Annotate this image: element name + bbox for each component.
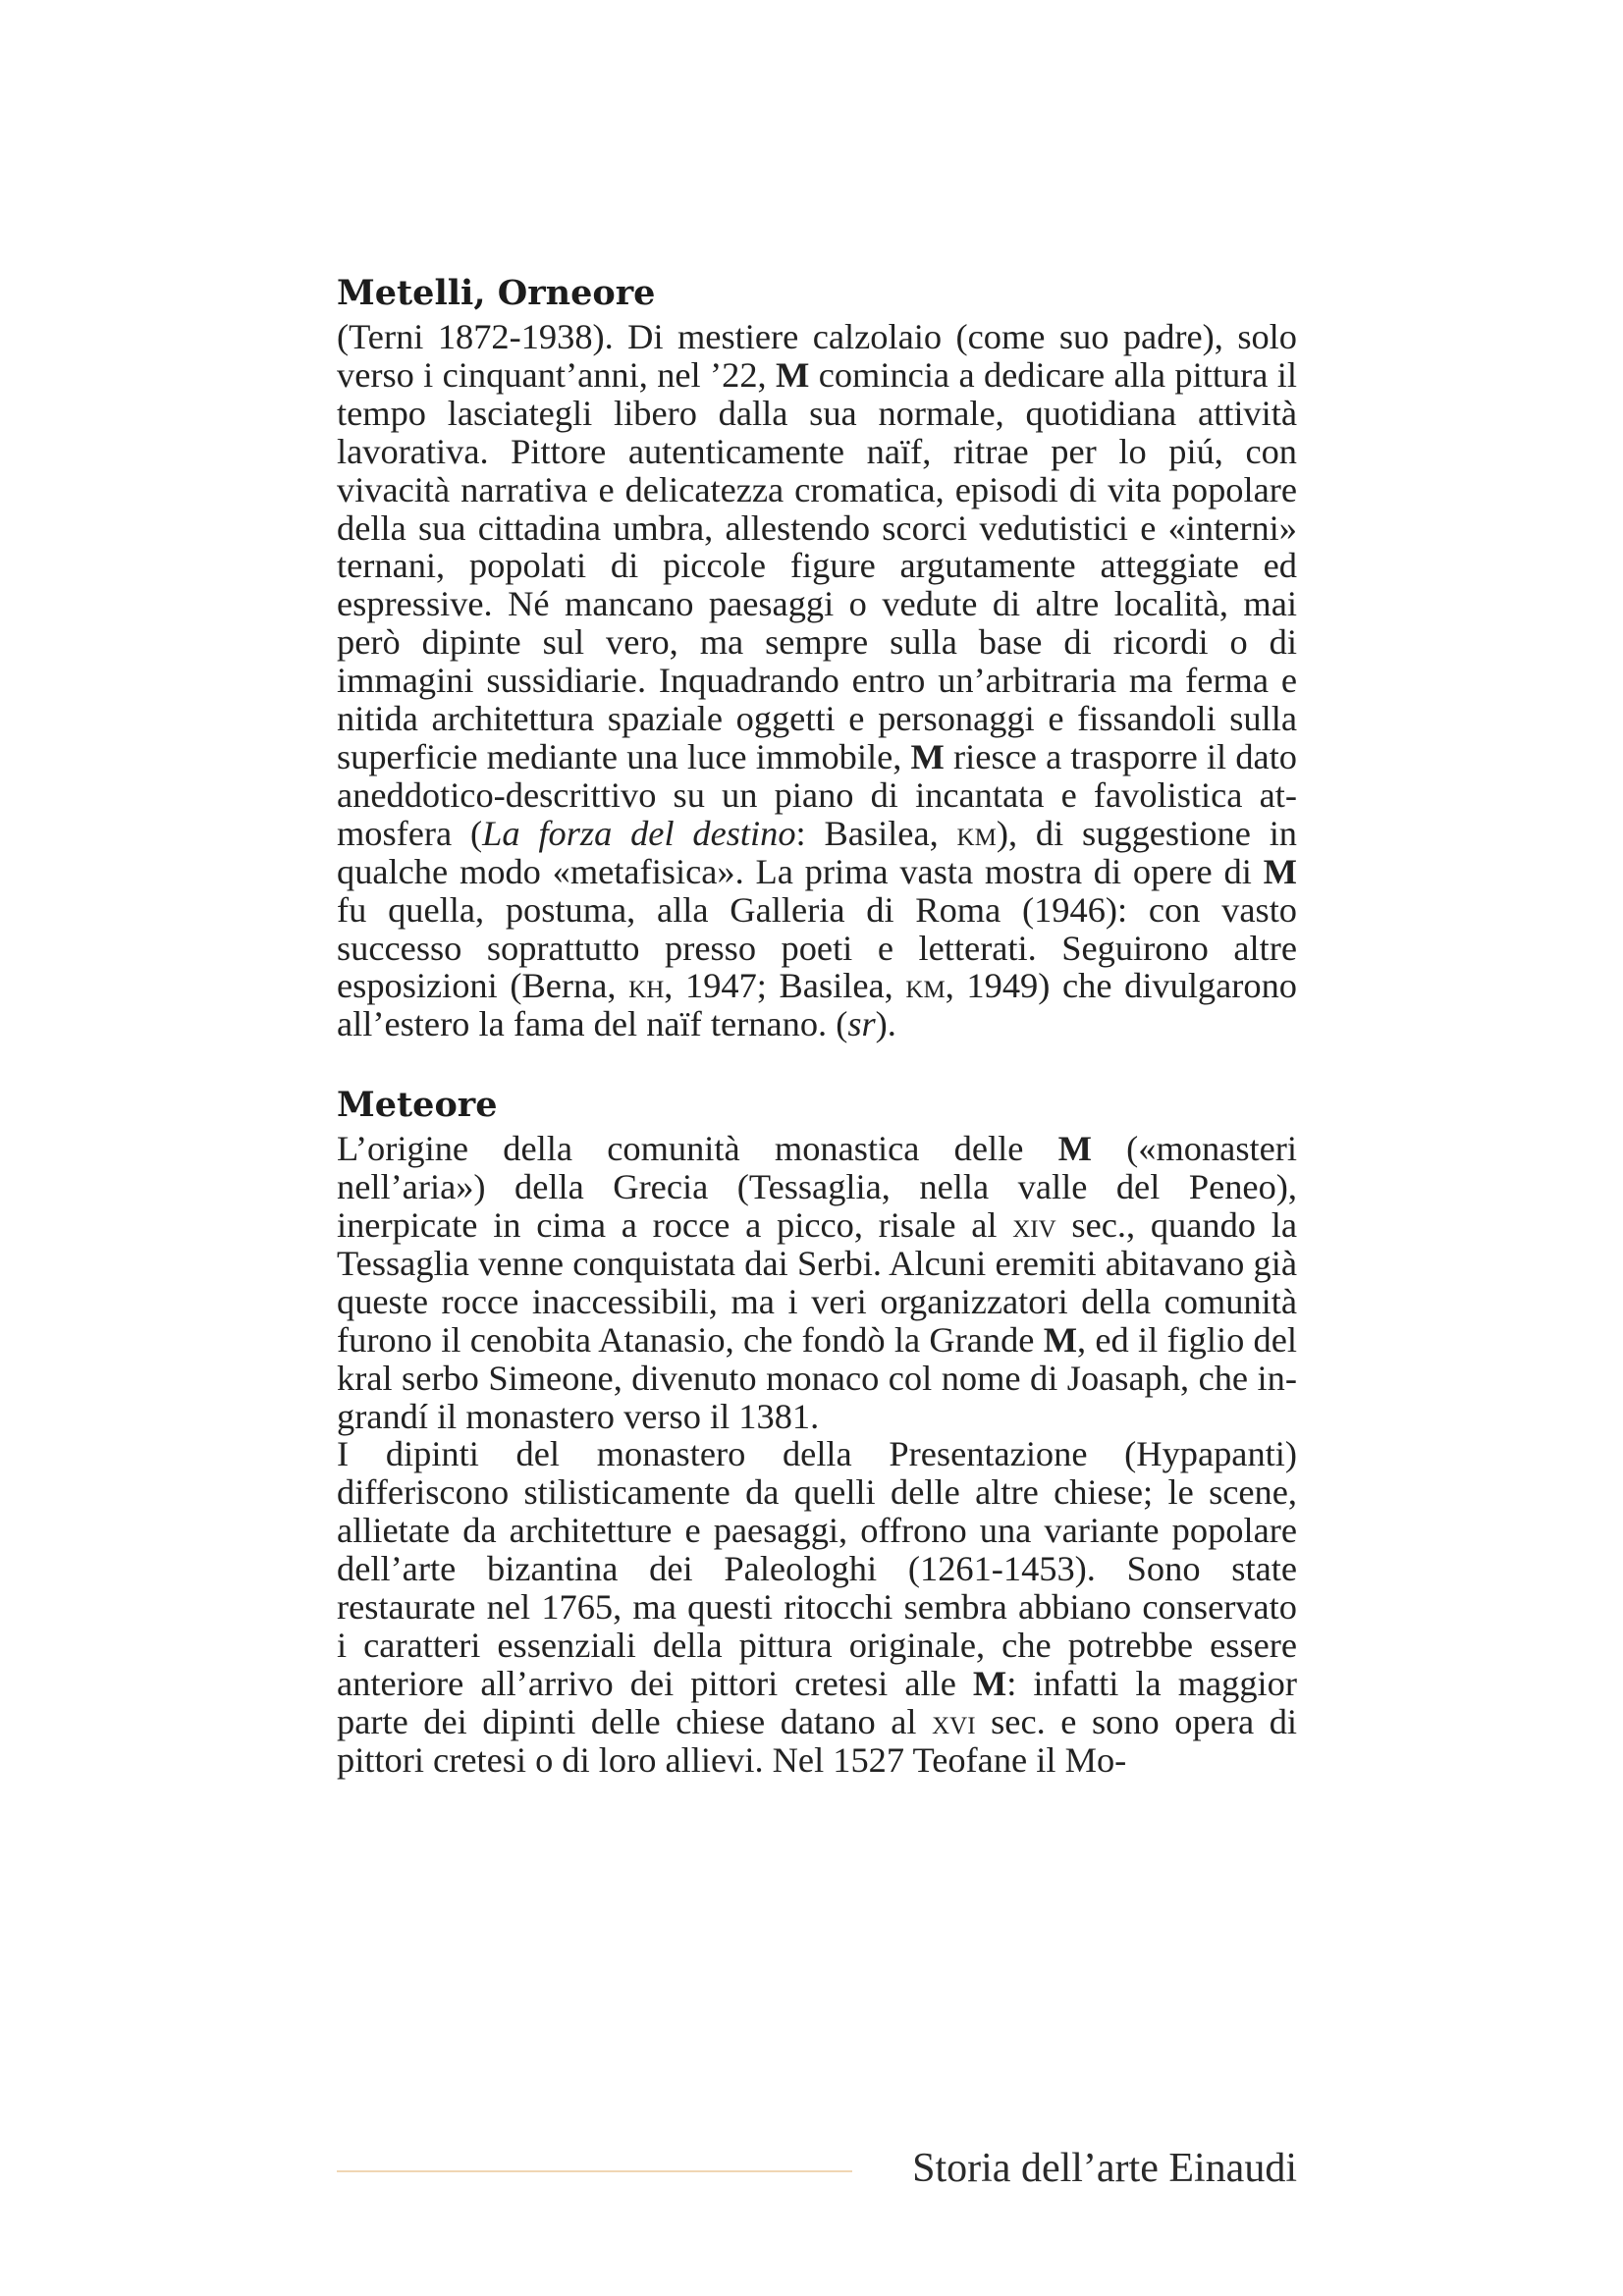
bold-abbrev: M: [1043, 1319, 1078, 1360]
entry-paragraph: I dipinti del monastero della Presentazione (Hypapanti) differiscono stilisticamente da quelli delle altre chiese; le scene, allietate da architetture e paesaggi, offrono una variante popolare dell’arte bizantina dei Paleologhi (1261-1453). Sono state restaurate nel 1765, ma questi ritocchi sembra abbiano conservato i caratteri essenziali della pittura originale, che potrebbe essere anteriore all’arrivo dei pittori cretesi alle M: infatti la maggior parte dei dipinti delle chiese datano al xvi sec. e sono opera di pittori cretesi o di loro allievi. Nel 1527 Teofane il Mo-: [337, 1434, 1297, 1780]
page-content: [337, 271, 1297, 1780]
entry-heading: Meteore: [337, 1085, 498, 1126]
bold-abbrev: M: [1057, 1129, 1092, 1169]
bold-abbrev: M: [775, 354, 810, 395]
entry-separator: [337, 1043, 1297, 1083]
small-caps-text: xvi: [932, 1701, 976, 1741]
footer-rule: [337, 2170, 852, 2172]
italic-text: La forza del destino: [482, 813, 796, 853]
bold-abbrev: M: [1263, 851, 1297, 891]
footer-title: Storia dell’arte Einaudi: [912, 2146, 1297, 2191]
entry-paragraph: L’origine della comunità monastica delle M («monasteri nell’aria») della Grecia (Tessaglia, nella valle del Peneo), inerpicate in cima a rocce a picco, risale al xiv sec., quando la Tessaglia venne conquistata dai Serbi. Alcuni eremiti abitavano già queste rocce inaccessibili, ma i veri organizzatori della comunità furono il cenobita Atanasio, che fondò la Grande M, ed il figlio del kral serbo Simeone, divenuto monaco col nome di Joasaph, che ingrandí il monastero verso il 1381.: [337, 1129, 1298, 1436]
page-footer: [337, 2144, 1297, 2193]
entry-heading: Metelli, Orneore: [337, 273, 656, 313]
entry-paragraph: (Terni 1872-1938). Di mestiere calzolaio (come suo padre), solo verso i cinquant’anni, nel ’22, M comincia a dedicare alla pittura il tempo lasciategli libero dalla sua normale, quotidiana attività lavorativa. Pittore autenticamente naïf, ritrae per lo piú, con vivacità narrativa e delicatezza cromatica, episodi di vita popolare della sua cittadina umbra, allestendo scorci vedutistici e «interni» ternani, popolati di piccole figure argutamente atteggiate ed espressive. Né mancano paesaggi o vedute di altre località, mai però dipinte sul vero, ma sempre sulla base di ricordi o di immagini sussidiarie. Inquadrando entro un’arbitraria ma ferma e nitida architettura spaziale oggetti e personaggi e fissandoli sulla superficie mediante una luce immobile, M riesce a trasporre il dato aneddotico-descrittivo su un piano di incantata e favolistica atmosfera (La forza del destino: Basilea, km), di suggestione in qualche modo «metafisica». La prima vasta mostra di opere di M fu quella, postuma, alla Galleria di Roma (1946): con vasto successo soprattutto presso poeti e letterati. Seguirono altre esposizioni (Berna, kh, 1947; Basilea, km, 1949) che divulgarono all’estero la fama del naïf ternano. (sr).: [337, 317, 1297, 1044]
small-caps-text: xiv: [1012, 1205, 1056, 1246]
bold-abbrev: M: [972, 1663, 1007, 1703]
entry-meteore: [337, 1083, 1297, 1779]
italic-text: sr: [847, 1004, 876, 1044]
entry-metelli: [337, 271, 1297, 1043]
small-caps-text: km: [956, 813, 997, 853]
bold-abbrev: M: [910, 736, 945, 776]
small-caps-text: kh: [628, 966, 665, 1006]
small-caps-text: km: [905, 966, 946, 1006]
